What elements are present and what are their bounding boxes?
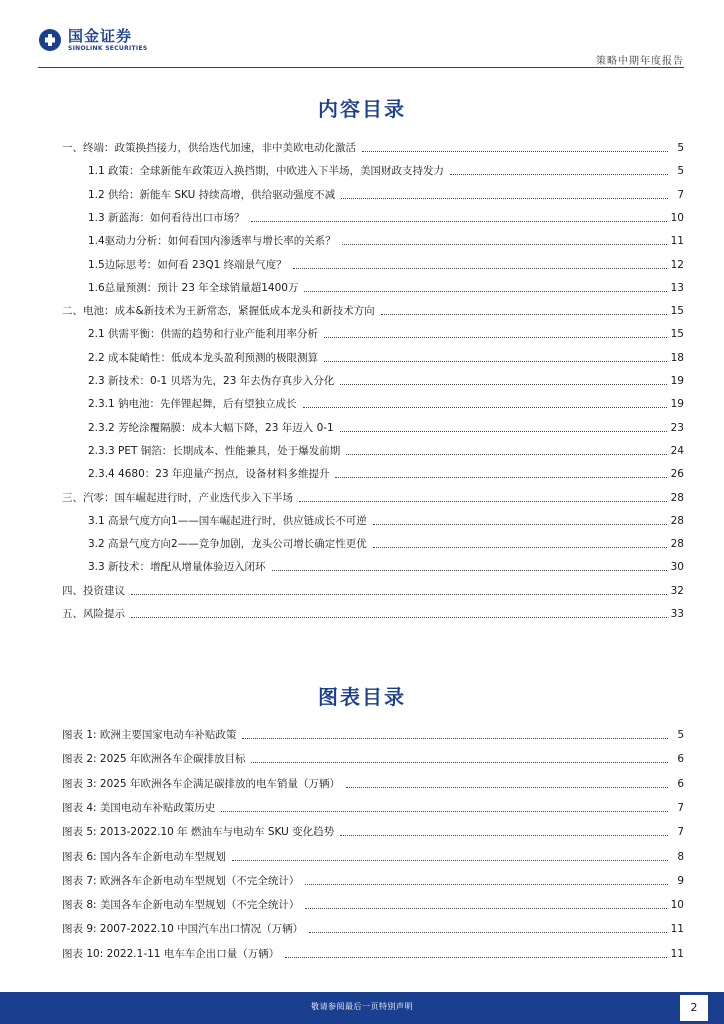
figure-entry[interactable] xyxy=(62,945,684,961)
toc-entry-page: 15 xyxy=(670,328,684,341)
toc-entry[interactable] xyxy=(88,395,684,411)
figure-entry-page: 7 xyxy=(677,826,684,839)
report-type-label: 策略中期年度报告 xyxy=(596,56,684,67)
figure-entry-page: 5 xyxy=(677,729,684,741)
toc-entry[interactable] xyxy=(88,442,684,458)
dot-leader xyxy=(346,787,668,788)
toc-entry-page: 12 xyxy=(670,258,684,271)
dot-leader xyxy=(293,268,667,269)
toc-entry[interactable] xyxy=(62,302,684,318)
dot-leader xyxy=(305,884,668,885)
toc-entry[interactable] xyxy=(88,162,684,178)
toc-entry-title: 2.1 供需平衡：供需的趋势和行业产能利用率分析 xyxy=(88,328,319,341)
toc-entry-page: 26 xyxy=(670,468,684,481)
figure-entry-title: 图表 6: 国内各车企新电动车型规划 xyxy=(62,850,226,863)
figure-entry-page: 7 xyxy=(677,801,684,814)
dot-leader xyxy=(309,932,666,933)
toc-entry[interactable] xyxy=(88,209,684,225)
toc-entry[interactable] xyxy=(88,279,684,295)
figure-entry[interactable] xyxy=(62,775,684,791)
dot-leader xyxy=(346,454,666,455)
dot-leader xyxy=(305,908,666,909)
toc-entry-page: 5 xyxy=(677,165,684,178)
figure-entry-page: 9 xyxy=(677,874,684,887)
toc-entry-page: 10 xyxy=(670,211,684,224)
dot-leader xyxy=(285,957,666,958)
dot-leader xyxy=(373,547,667,548)
dot-leader xyxy=(232,860,668,861)
dot-leader xyxy=(251,221,667,222)
dot-leader xyxy=(251,762,668,763)
toc-entry-title: 三、汽零：国车崛起进行时，产业迭代步入下半场 xyxy=(62,491,293,504)
figure-entry-page: 6 xyxy=(677,777,684,790)
dot-leader xyxy=(373,524,667,525)
toc-entry-title: 1.4驱动力分析：如何看国内渗透率与增长率的关系？ xyxy=(88,235,336,248)
figure-entry-title: 图表 5: 2013-2022.10 年 燃油车与电动车 SKU 变化趋势 xyxy=(62,826,335,839)
figure-entry-title: 图表 10: 2022.1-11 电车车企出口量（万辆） xyxy=(62,947,280,960)
toc-entry-title: 五、风险提示 xyxy=(62,608,125,620)
toc-entry-page: 28 xyxy=(670,538,684,551)
dot-leader xyxy=(242,738,668,739)
toc-entry[interactable] xyxy=(62,605,684,621)
toc-entry[interactable] xyxy=(88,512,684,528)
dot-leader xyxy=(299,501,667,502)
toc-entry-page: 23 xyxy=(670,421,684,434)
logo-mark-icon xyxy=(38,28,62,52)
figure-entry[interactable] xyxy=(62,920,684,936)
toc-entry-title: 2.3.2 芳纶涂覆隔膜：成本大幅下降，23 年迈入 0-1 xyxy=(88,421,334,434)
toc-entry-title: 2.3.4 4680：23 年迎量产拐点，设备材料多维提升 xyxy=(88,468,330,481)
figure-entry-title: 图表 8: 美国各车企新电动车型规划（不完全统计） xyxy=(62,899,300,912)
toc-entry[interactable] xyxy=(88,558,684,574)
header-divider xyxy=(38,67,684,68)
toc-entry-page: 7 xyxy=(677,188,684,201)
figure-entry[interactable] xyxy=(62,896,684,912)
figure-entry-title: 图表 4: 美国电动车补贴政策历史 xyxy=(62,801,216,814)
figure-entry-page: 11 xyxy=(670,923,684,936)
dot-leader xyxy=(303,407,667,408)
toc-entry[interactable] xyxy=(88,349,684,365)
figure-entry-page: 10 xyxy=(670,899,684,912)
toc-entry-page: 28 xyxy=(670,514,684,527)
toc-entry-title: 1.1 政策：全球新能车政策迈入换挡期，中欧进入下半场，美国财政支持发力 xyxy=(88,165,445,178)
dot-leader xyxy=(324,361,667,362)
page-number: 2 xyxy=(680,995,708,1021)
dot-leader xyxy=(335,477,666,478)
toc-entry-title: 2.3.1 钠电池：先伴锂起舞，后有望独立成长 xyxy=(88,398,297,411)
toc-entry-page: 15 xyxy=(670,305,684,318)
toc-entry-title: 一、终端：政策换挡接力，供给迭代加速，非中美欧电动化激活 xyxy=(62,142,356,154)
toc-entry-page: 32 xyxy=(670,584,684,597)
toc-entry-page: 19 xyxy=(670,375,684,387)
dot-leader xyxy=(272,570,667,571)
toc-entry[interactable] xyxy=(88,465,684,481)
figure-entry[interactable] xyxy=(62,848,684,864)
toc-entry-page: 19 xyxy=(670,398,684,411)
toc-entry[interactable] xyxy=(62,139,684,155)
dot-leader xyxy=(340,384,666,385)
toc-entry[interactable] xyxy=(62,489,684,505)
figure-entry[interactable] xyxy=(62,823,684,839)
figure-entry-title: 图表 2: 2025 年欧洲各车企碳排放目标 xyxy=(62,753,246,766)
dot-leader xyxy=(131,594,667,595)
toc-entry[interactable] xyxy=(88,419,684,435)
toc-entry-page: 33 xyxy=(670,608,684,620)
toc-entry-page: 30 xyxy=(670,561,684,574)
toc-entry-title: 2.3.3 PET 铜箔：长期成本、性能兼具，处于爆发前期 xyxy=(88,444,341,457)
dot-leader xyxy=(381,314,667,315)
figure-entry-page: 6 xyxy=(677,753,684,766)
dot-leader xyxy=(341,198,668,199)
figure-entry[interactable] xyxy=(62,750,684,766)
dot-leader xyxy=(340,431,667,432)
toc-entry-page: 24 xyxy=(670,444,684,457)
logo-english-name: SINOLINK SECURITIES xyxy=(68,44,148,52)
toc-entry-page: 11 xyxy=(670,235,684,248)
figure-entry-page: 8 xyxy=(677,850,684,863)
dot-leader xyxy=(324,337,667,338)
figures-title: 图表目录 xyxy=(318,685,406,709)
toc-entry-page: 13 xyxy=(670,281,684,294)
dot-leader xyxy=(340,835,668,836)
dot-leader xyxy=(304,291,666,292)
toc-entry-title: 2.2 成本陡峭性：低成本龙头盈利预测的极限测算 xyxy=(88,351,319,364)
toc-entry-page: 5 xyxy=(677,142,684,154)
toc-entry[interactable] xyxy=(88,325,684,341)
dot-leader xyxy=(342,244,667,245)
toc-entry[interactable] xyxy=(88,256,684,272)
figure-entry[interactable] xyxy=(62,726,684,742)
toc-title: 内容目录 xyxy=(318,97,406,121)
toc-entry[interactable] xyxy=(88,372,684,388)
toc-entry-page: 18 xyxy=(670,351,684,364)
figure-entry-title: 图表 9: 2007-2022.10 中国汽车出口情况（万辆） xyxy=(62,923,304,936)
toc-entry-title: 3.3 新技术：增配从增量体验迈入闭环 xyxy=(88,561,266,574)
figure-entry[interactable] xyxy=(62,799,684,815)
toc-entry-title: 四、投资建议 xyxy=(62,584,125,597)
dot-leader xyxy=(131,617,667,618)
figure-entry-title: 图表 3: 2025 年欧洲各车企满足碳排放的电车销量（万辆） xyxy=(62,777,340,790)
figure-entry-title: 图表 1: 欧洲主要国家电动车补贴政策 xyxy=(62,729,237,741)
toc-entry-title: 1.6总量预测：预计 23 年全球销量超1400万 xyxy=(88,281,299,294)
dot-leader xyxy=(450,174,668,175)
sinolink-logo xyxy=(38,28,147,52)
toc-entry-title: 1.2 供给：新能车 SKU 持续高增，供给驱动强度不减 xyxy=(88,188,336,201)
toc-entry-title: 1.5边际思考：如何看 23Q1 终端景气度？ xyxy=(88,258,287,271)
toc-entry-title: 3.1 高景气度方向1——国车崛起进行时，供应链成长不可逆 xyxy=(88,514,367,527)
figure-entry-title: 图表 7: 欧洲各车企新电动车型规划（不完全统计） xyxy=(62,874,300,887)
toc-entry-title: 二、电池：成本&新技术为王新常态，紧握低成本龙头和新技术方向 xyxy=(62,305,375,318)
logo-chinese-name: 国金证券 xyxy=(68,26,133,45)
toc-entry[interactable] xyxy=(88,186,684,202)
toc-entry[interactable] xyxy=(62,582,684,598)
dot-leader xyxy=(362,151,668,152)
toc-entry[interactable] xyxy=(88,232,684,248)
page-header xyxy=(0,0,724,70)
toc-entry[interactable] xyxy=(88,535,684,551)
dot-leader xyxy=(221,811,668,812)
figure-entry[interactable] xyxy=(62,872,684,888)
figure-entry-page: 11 xyxy=(670,947,684,960)
disclaimer-note: 敬请参阅最后一页特别声明 xyxy=(311,1002,413,1011)
toc-entry-title: 2.3 新技术：0-1 贝塔为先，23 年去伪存真步入分化 xyxy=(88,375,335,387)
toc-entry-title: 3.2 高景气度方向2——竞争加剧，龙头公司增长确定性更优 xyxy=(88,538,367,551)
toc-entry-title: 1.3 新蓝海：如何看待出口市场？ xyxy=(88,211,245,224)
toc-entry-page: 28 xyxy=(670,491,684,504)
